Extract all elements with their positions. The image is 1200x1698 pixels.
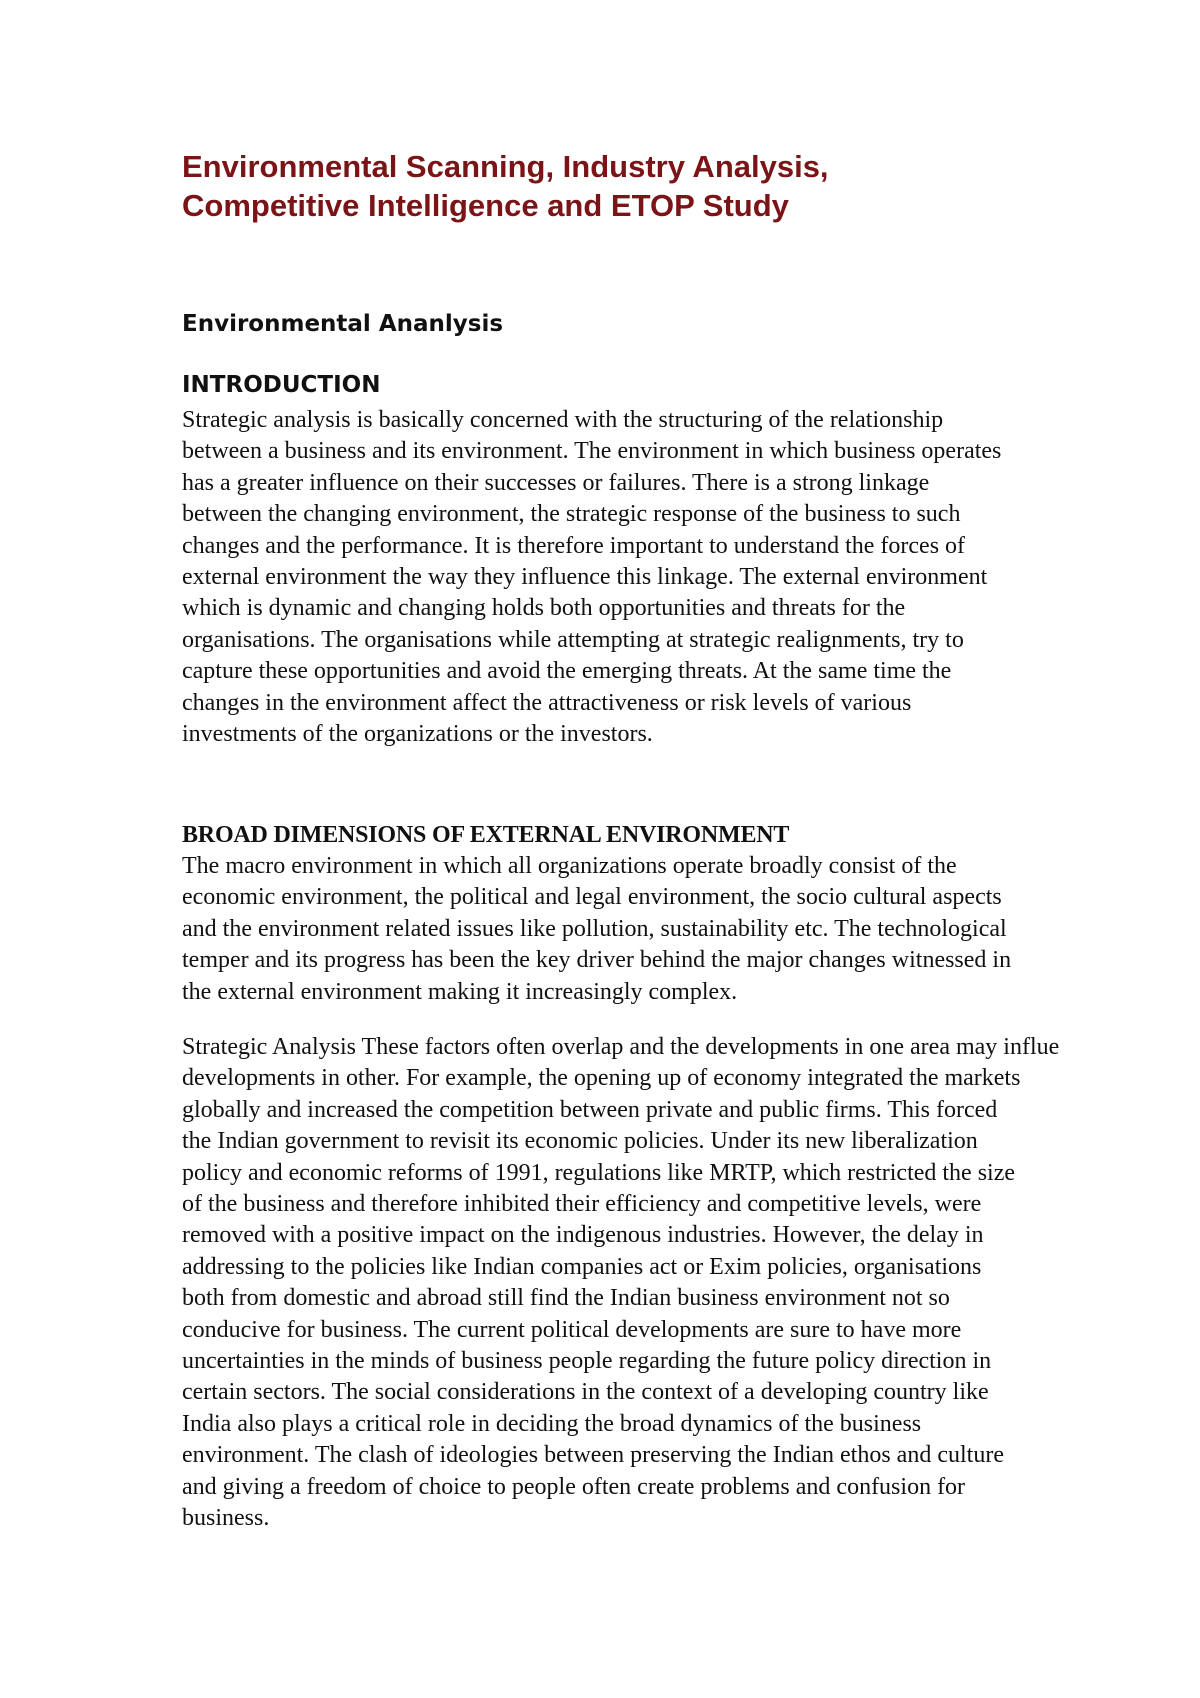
text-line: temper and its progress has been the key driver behind the major changes witnessed in: [182, 947, 1012, 974]
text-line: The macro environment in which all organizations operate broadly consist of the: [182, 853, 957, 879]
text-line: the Indian government to revisit its economic policies. Under its new liberalization: [182, 1128, 978, 1155]
text-line: certain sectors. The social considerations in the context of a developing country like: [182, 1379, 989, 1406]
text-line: removed with a positive impact on the indigenous industries. However, the delay in: [182, 1222, 984, 1249]
text-line: of the business and therefore inhibited their efficiency and competitive levels, were: [182, 1191, 982, 1218]
text-line: which is dynamic and changing holds both opportunities and threats for the: [182, 595, 906, 622]
document-title: [182, 147, 829, 225]
text-line: developments in other. For example, the opening up of economy integrated the markets: [182, 1065, 1021, 1092]
text-line: between the changing environment, the strategic response of the business to such: [182, 501, 961, 528]
text-line: between a business and its environment. The environment in which business operates: [182, 438, 1002, 465]
text-line: India also plays a critical role in deciding the broad dynamics of the business: [182, 1410, 922, 1437]
title-line: Competitive Intelligence and ETOP Study: [182, 188, 789, 223]
text-line: investments of the organizations or the investors.: [182, 721, 653, 748]
text-line: and giving a freedom of choice to people often create problems and confusion for: [182, 1473, 966, 1500]
text-line: has a greater influence on their successes or failures. There is a strong linkage: [182, 469, 930, 496]
strategic-analysis-paragraph: [182, 1032, 1059, 1535]
text-line: policy and economic reforms of 1991, regulations like MRTP, which restricted the size: [182, 1159, 1016, 1186]
text-line: external environment the way they influence this linkage. The external environment: [182, 564, 988, 591]
broad-dimensions-heading: BROAD DIMENSIONS OF EXTERNAL ENVIRONMENT: [182, 822, 790, 848]
text-line: Strategic Analysis These factors often overlap and the developments in one area may influe: [182, 1034, 1060, 1060]
text-line: uncertainties in the minds of business people regarding the future policy direction in: [182, 1348, 992, 1375]
title-line: Environmental Scanning, Industry Analysis,: [182, 149, 829, 184]
text-line: organisations. The organisations while attempting at strategic realignments, try to: [182, 626, 964, 653]
broad-dimensions-paragraph: [182, 851, 1011, 1008]
introduction-heading: INTRODUCTION: [182, 372, 381, 398]
text-line: changes in the environment affect the attractiveness or risk levels of various: [182, 689, 912, 716]
text-line: environment. The clash of ideologies between preserving the Indian ethos and culture: [182, 1442, 1004, 1469]
environmental-analysis-heading: Environmental Ananlysis: [182, 311, 504, 337]
text-line: Strategic analysis is basically concerned with the structuring of the relationship: [182, 407, 944, 433]
text-line: changes and the performance. It is therefore important to understand the forces of: [182, 532, 966, 559]
text-line: business.: [182, 1505, 270, 1532]
text-line: and the environment related issues like pollution, sustainability etc. The technological: [182, 915, 1007, 942]
text-line: economic environment, the political and legal environment, the socio cultural aspects: [182, 884, 1002, 911]
introduction-paragraph: [182, 405, 1001, 750]
text-line: globally and increased the competition between private and public firms. This forced: [182, 1096, 998, 1123]
text-line: capture these opportunities and avoid the emerging threats. At the same time the: [182, 658, 952, 685]
text-line: conducive for business. The current political developments are sure to have more: [182, 1316, 962, 1343]
text-line: addressing to the policies like Indian companies act or Exim policies, organisations: [182, 1253, 982, 1280]
text-line: both from domestic and abroad still find the Indian business environment not so: [182, 1285, 950, 1312]
text-line: the external environment making it increasingly complex.: [182, 978, 738, 1005]
